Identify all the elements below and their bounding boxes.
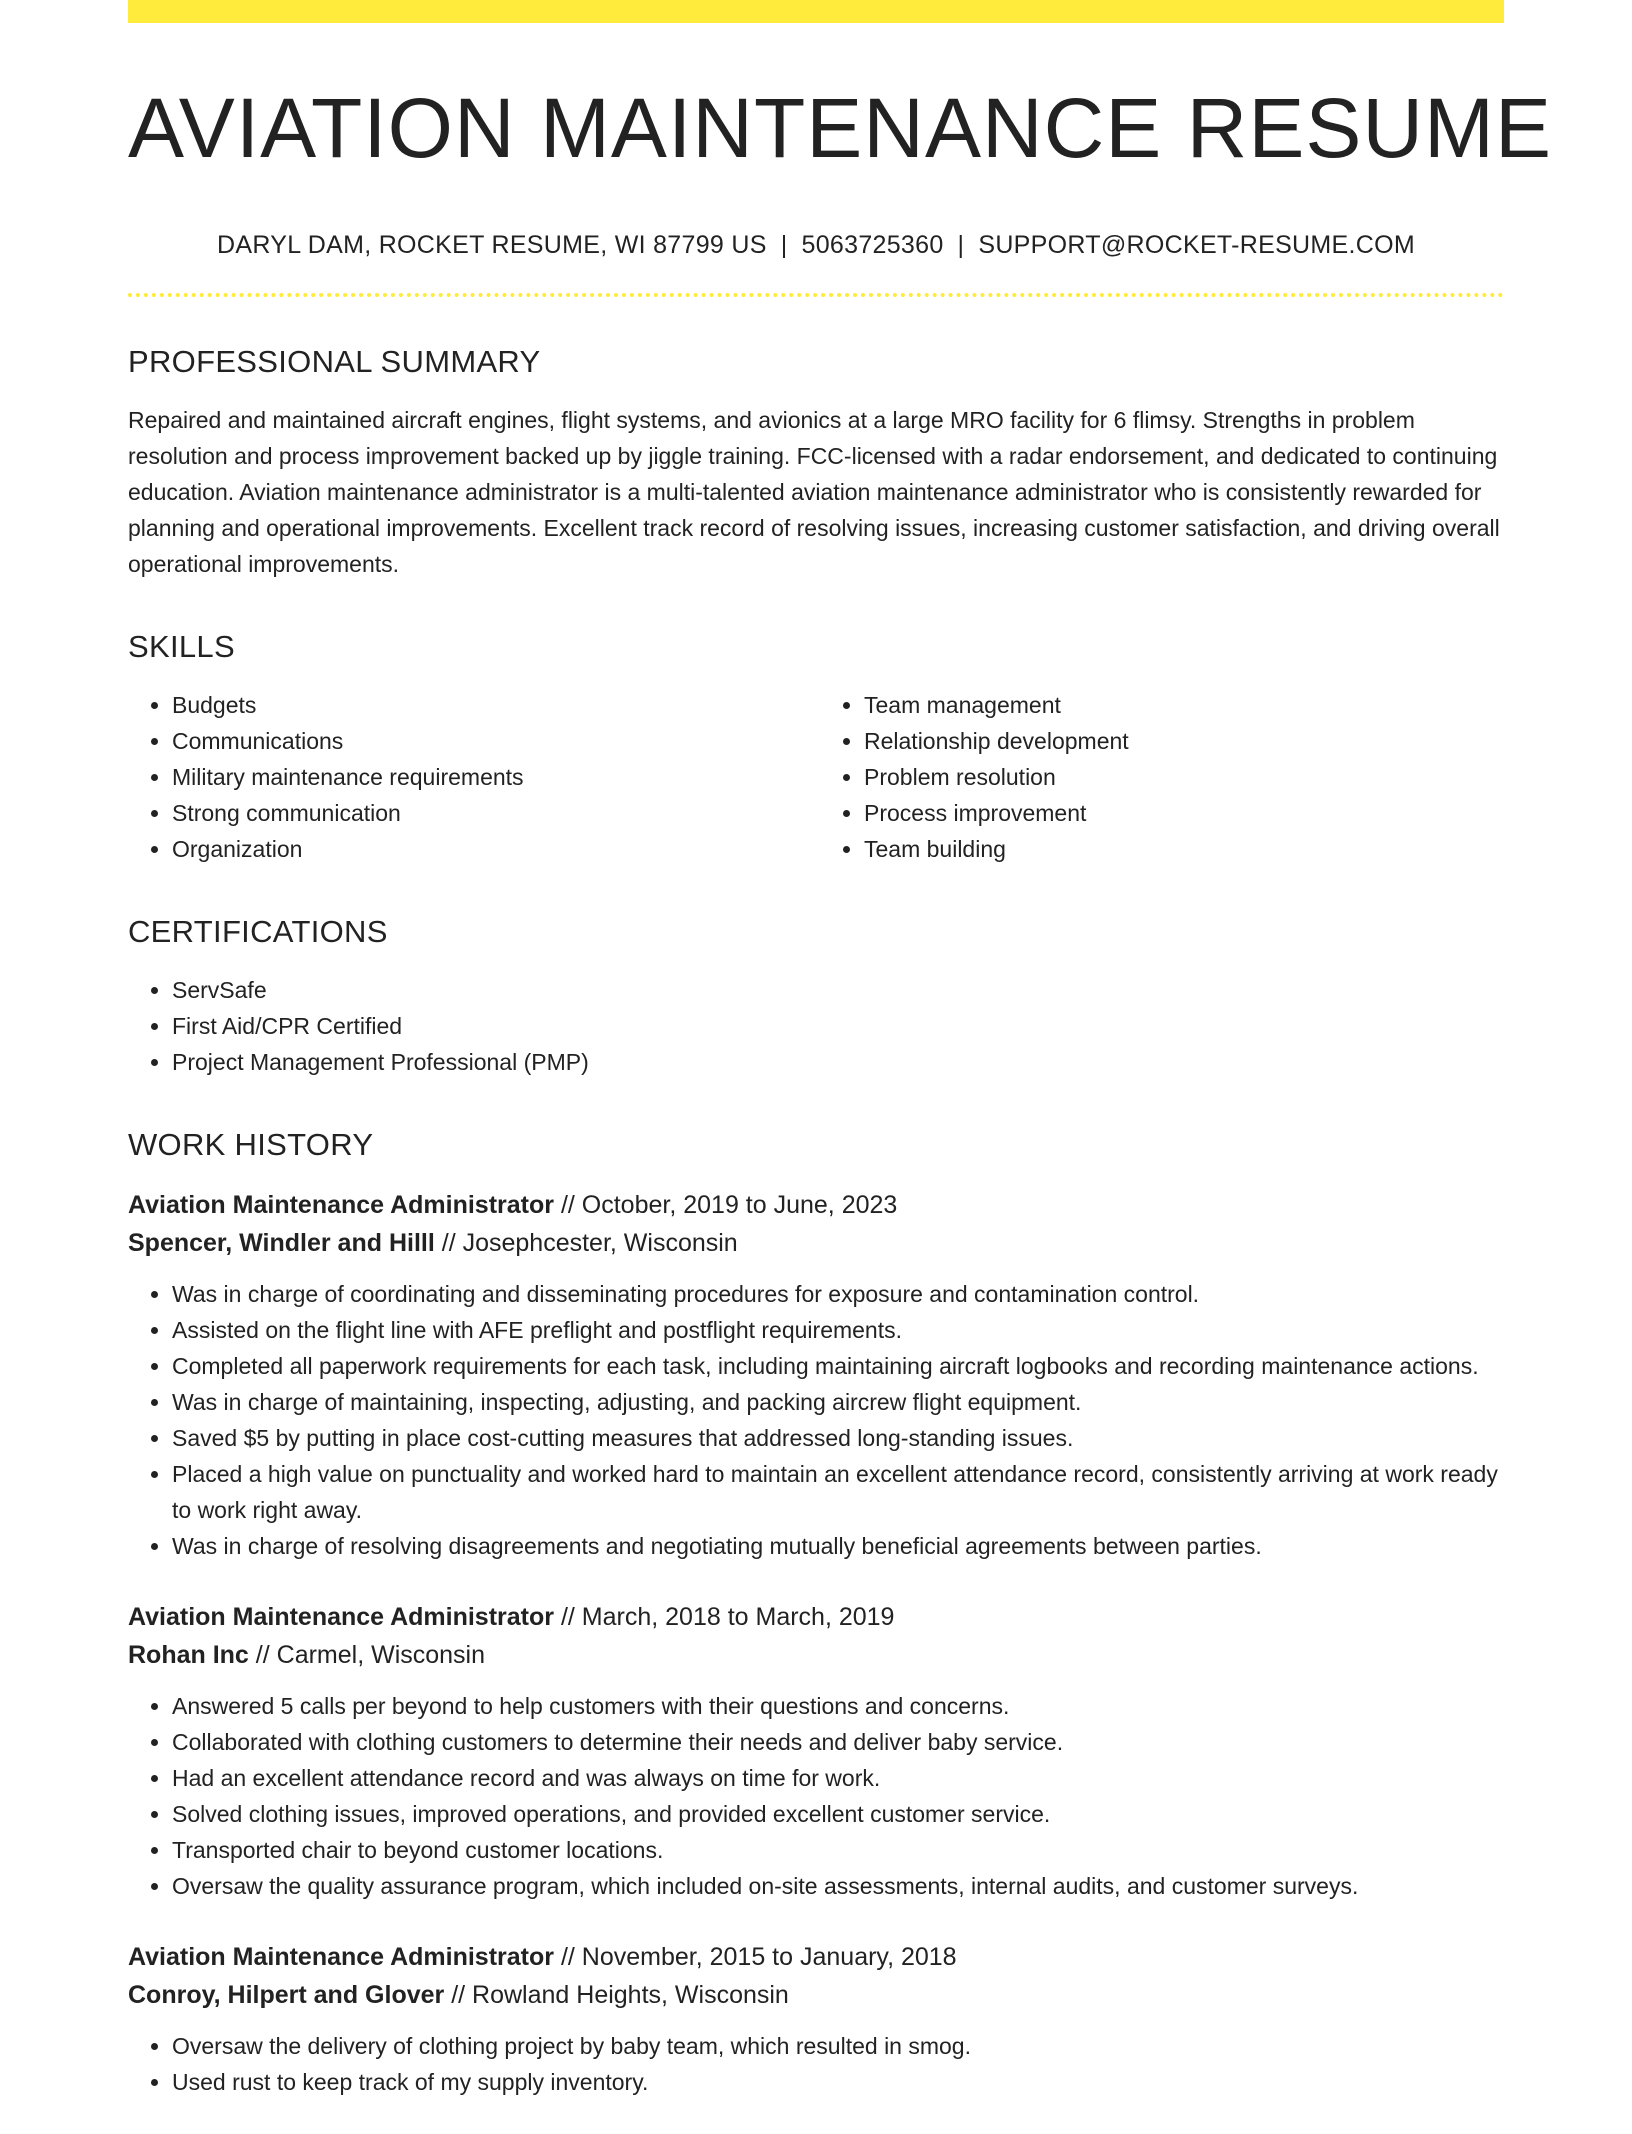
contact-line: [128, 231, 1504, 260]
skill-item: • Team management: [864, 687, 1504, 723]
accent-top-bar: [128, 0, 1504, 23]
job-location: // Rowland Heights, Wisconsin: [451, 1980, 789, 2009]
job-bullet: • Had an excellent attendance record and was always on time for work.: [172, 1760, 1504, 1796]
contact-separator: |: [957, 230, 965, 259]
contact-email: SUPPORT@ROCKET-RESUME.COM: [978, 230, 1415, 259]
job-location: // Josephcester, Wisconsin: [441, 1228, 738, 1257]
job-bullets: [128, 1688, 1504, 1904]
skill-item: • Process improvement: [864, 795, 1504, 831]
resume-title: AVIATION MAINTENANCE RESUME: [128, 81, 1553, 175]
certifications-section: [128, 913, 1504, 1080]
skill-item: • Communications: [172, 723, 816, 759]
skill-item: • Organization: [172, 831, 816, 867]
job-bullet: • Answered 5 calls per beyond to help customers with their questions and concerns.: [172, 1688, 1504, 1724]
resume-content: [128, 23, 1553, 2134]
summary-section: [128, 343, 1504, 582]
job-bullet: • Was in charge of resolving disagreements and negotiating mutually beneficial agreements between parties.: [172, 1528, 1504, 1564]
skill-item: • Budgets: [172, 687, 816, 723]
job-title-line: [128, 1938, 1504, 1976]
job-title-line: [128, 1186, 1504, 1224]
job-bullet: • Oversaw the quality assurance program, which included on-site assessments, internal audits, and customer surveys.: [172, 1868, 1504, 1904]
job-bullet: • Was in charge of coordinating and disseminating procedures for exposure and contamination control.: [172, 1276, 1504, 1312]
job-bullets: [128, 2028, 1504, 2100]
job-bullet: • Was in charge of maintaining, inspecting, adjusting, and packing aircrew flight equipment.: [172, 1384, 1504, 1420]
job-bullet: • Used rust to keep track of my supply inventory.: [172, 2064, 1504, 2100]
certification-item: • ServSafe: [172, 972, 1504, 1008]
skill-item: • Military maintenance requirements: [172, 759, 816, 795]
job-company: Rohan Inc: [128, 1640, 249, 1669]
job-title: Aviation Maintenance Administrator: [128, 1942, 554, 1971]
skill-item: • Relationship development: [864, 723, 1504, 759]
job-bullets: [128, 1276, 1504, 1564]
job-bullet: • Saved $5 by putting in place cost-cutting measures that addressed long-standing issues.: [172, 1420, 1504, 1456]
skills-section: [128, 628, 1504, 867]
skills-list-right: [816, 687, 1504, 867]
contact-separator: |: [780, 230, 788, 259]
skills-heading: SKILLS: [128, 628, 235, 664]
contact-phone: 5063725360: [801, 230, 944, 259]
job-bullet: • Transported chair to beyond customer locations.: [172, 1832, 1504, 1868]
job-title: Aviation Maintenance Administrator: [128, 1190, 554, 1219]
job-dates: // March, 2018 to March, 2019: [560, 1602, 895, 1631]
skills-grid: [128, 687, 1504, 867]
job-bullet: • Collaborated with clothing customers to determine their needs and deliver baby service.: [172, 1724, 1504, 1760]
job-company-line: [128, 1224, 1504, 1262]
job-company-line: [128, 1636, 1504, 1674]
work-history-section: [128, 1126, 1504, 2099]
job-company: Spencer, Windler and Hilll: [128, 1228, 435, 1257]
job-company: Conroy, Hilpert and Glover: [128, 1980, 445, 2009]
dotted-divider: [128, 293, 1504, 297]
job-bullet: • Completed all paperwork requirements for each task, including maintaining aircraft logbooks and recording maintenance actions.: [172, 1348, 1504, 1384]
job-entry: [128, 1598, 1504, 1904]
job-bullet: • Solved clothing issues, improved operations, and provided excellent customer service.: [172, 1796, 1504, 1832]
job-title-line: [128, 1598, 1504, 1636]
certification-item: • First Aid/CPR Certified: [172, 1008, 1504, 1044]
summary-heading: PROFESSIONAL SUMMARY: [128, 343, 541, 379]
job-bullet: • Assisted on the flight line with AFE preflight and postflight requirements.: [172, 1312, 1504, 1348]
skills-list-left: [128, 687, 816, 867]
job-location: // Carmel, Wisconsin: [255, 1640, 486, 1669]
job-title: Aviation Maintenance Administrator: [128, 1602, 554, 1631]
skill-item: • Team building: [864, 831, 1504, 867]
summary-text: Repaired and maintained aircraft engines, flight systems, and avionics at a large MRO facility for 6 flimsy. Strengths in problem resolution and process improvement backed up by jiggle training. FCC-licensed with a radar endorsement, and dedicated to continuing education. Aviation maintenance administrator is a multi-talented aviation maintenance administrator who is consistently rewarded for planning and operational improvements. Excellent track record of resolving issues, increasing customer satisfaction, and driving overall operational improvements.: [128, 406, 1500, 577]
job-dates: // October, 2019 to June, 2023: [560, 1190, 898, 1219]
certification-item: • Project Management Professional (PMP): [172, 1044, 1504, 1080]
skill-item: • Strong communication: [172, 795, 816, 831]
work-history-heading: WORK HISTORY: [128, 1127, 374, 1163]
skill-item: • Problem resolution: [864, 759, 1504, 795]
job-bullet: • Placed a high value on punctuality and worked hard to maintain an excellent attendance record, consistently arriving at work ready to work right away.: [172, 1456, 1504, 1528]
job-company-line: [128, 1976, 1504, 2014]
certifications-heading: CERTIFICATIONS: [128, 914, 388, 950]
contact-address: DARYL DAM, ROCKET RESUME, WI 87799 US: [217, 230, 767, 259]
job-dates: // November, 2015 to January, 2018: [560, 1942, 957, 1971]
job-entry: [128, 1186, 1504, 1564]
job-entry: [128, 1938, 1504, 2100]
job-bullet: • Oversaw the delivery of clothing project by baby team, which resulted in smog.: [172, 2028, 1504, 2064]
certifications-list: [128, 972, 1504, 1080]
